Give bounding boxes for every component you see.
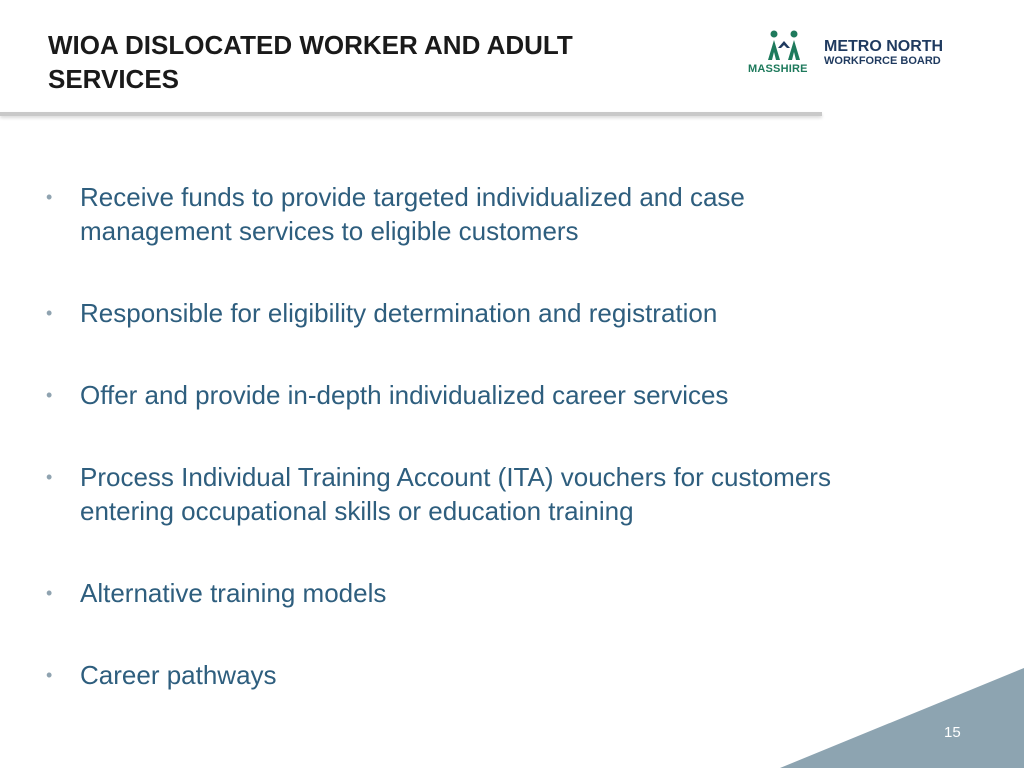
bullet-text-line: Alternative training models (80, 578, 387, 608)
figure-head-right (791, 31, 798, 38)
bullet-item (44, 576, 924, 658)
bullet-item (44, 460, 924, 576)
bullet-list (44, 180, 924, 698)
page-number: 15 (944, 724, 961, 741)
bullet-text-line: Offer and provide in-depth individualized career services (80, 380, 729, 410)
figure-body-right (788, 40, 800, 60)
figure-body-left (768, 40, 780, 60)
slide-title-line-1: WIOA DISLOCATED WORKER AND ADULT (48, 30, 573, 60)
slide-title (48, 28, 688, 96)
figure-bridge (778, 41, 790, 48)
slide-title-line-2: SERVICES (48, 64, 180, 94)
bullet-marker-icon: • (46, 665, 53, 685)
bullet-text-line: Responsible for eligibility determination and registration (80, 298, 718, 328)
bullet-marker-icon: • (46, 583, 53, 603)
bullet-marker-icon: • (46, 187, 53, 207)
corner-triangle-decoration (780, 668, 1024, 768)
bullet-text-line: management services to eligible customers (80, 216, 579, 246)
masshire-wordmark: MASSHIRE (748, 63, 808, 75)
org-name-line-2: WORKFORCE BOARD (824, 55, 941, 67)
bullet-marker-icon: • (46, 385, 53, 405)
figure-head-left (771, 31, 778, 38)
bullet-marker-icon: • (46, 467, 53, 487)
bullet-marker-icon: • (46, 303, 53, 323)
bullet-text-line: Process Individual Training Account (ITA) vouchers for customers (80, 462, 831, 492)
title-divider (0, 112, 822, 116)
bullet-item (44, 378, 924, 460)
bullet-item (44, 296, 924, 378)
bullet-text-line: Receive funds to provide targeted individualized and case (80, 182, 745, 212)
masshire-metro-north-logo (748, 30, 978, 80)
bullet-item (44, 180, 924, 296)
corner-triangle-shape (780, 668, 1024, 768)
org-name-line-1: METRO NORTH (824, 38, 944, 55)
masshire-figures-icon (760, 30, 810, 60)
bullet-text-line: entering occupational skills or education training (80, 496, 634, 526)
bullet-text-line: Career pathways (80, 660, 277, 690)
